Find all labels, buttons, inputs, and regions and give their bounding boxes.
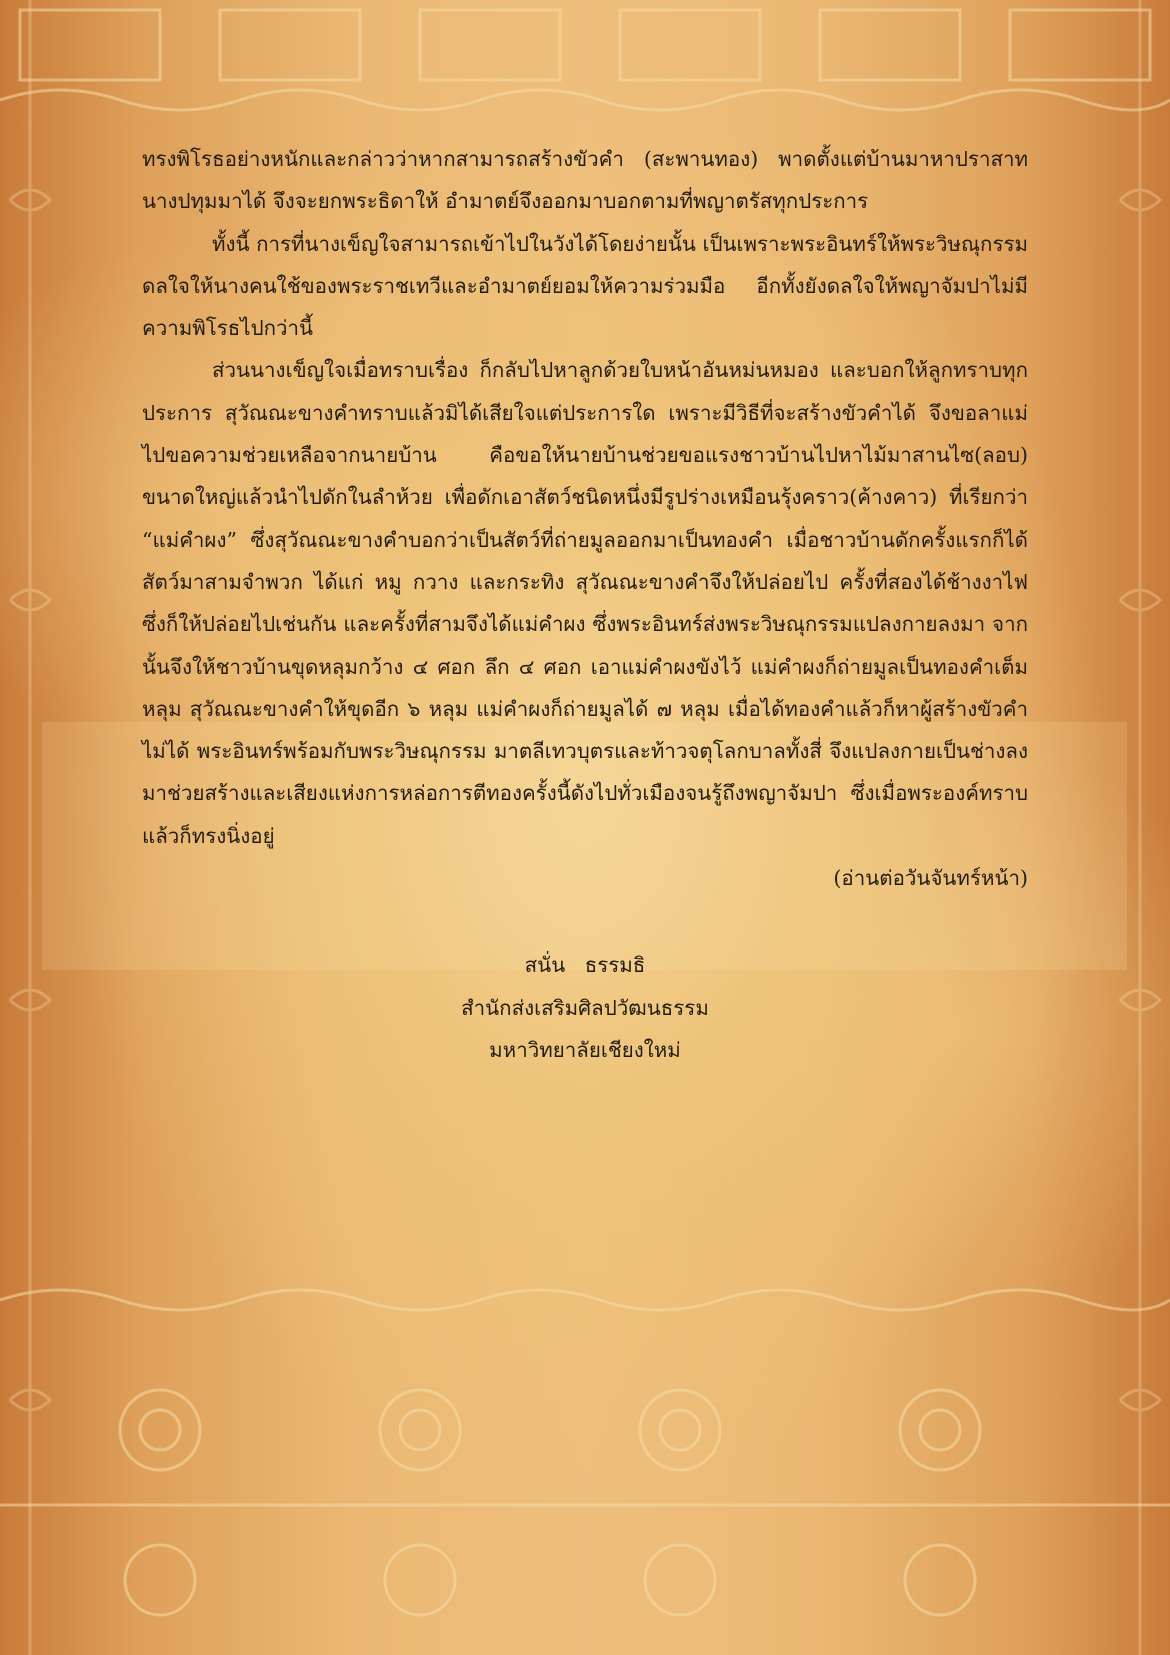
author-name: สนั่น ธรรมธิ <box>524 953 646 977</box>
paragraph: ทรงพิโรธอย่างหนักและกล่าวว่าหากสามารถสร้างขัวคำ (สะพานทอง) พาดตั้งแต่บ้านมาหาปราสาทนางปทุมมาได้ จึงจะยกพระธิดาให้ อำมาตย์จึงออกมาบอกตามที่พญาตรัสทุกประการ <box>142 147 1028 214</box>
top-ornament-border <box>0 0 1170 120</box>
bottom-ornament-border <box>0 1280 1170 1655</box>
author-office: สำนักส่งเสริมศิลปวัฒนธรรม <box>461 995 709 1020</box>
paragraph: ทั้งนี้ การที่นางเข็ญใจสามารถเข้าไปในวังได้โดยง่ายนั้น เป็นเพราะพระอินทร์ให้พระวิษณุกรรมดลใจให้นางคนใช้ของพระราชเทวีและอำมาตย์ยอมให้ความร่วมมือ อีกทั้งยังดลใจให้พญาจัมปาไม่มีความพิโรธไปกว่านี้ <box>142 231 1028 341</box>
article-body <box>142 138 1028 899</box>
paragraph: ส่วนนางเข็ญใจเมื่อทราบเรื่อง ก็กลับไปหาลูกด้วยใบหน้าอันหม่นหมอง และบอกให้ลูกทราบทุกประการ สุวัณณะขางคำทราบแล้วมิได้เสียใจแต่ประการใด เพราะมีวิธีที่จะสร้างขัวคำได้ จึงขอลาแม่ไปขอความช่วยเหลือจากนายบ้าน คือขอให้นายบ้านช่วยขอแรงชาวบ้านไปหาไม้มาสานไซ(ลอบ) ขนาดใหญ่แล้วนำไปดักในลำห้วย เพื่อดักเอาสัตว์ชนิดหนึ่งมีรูปร่างเหมือนรุ้งคราว(ค้างคาว) ที่เรียกว่า “แม่คำผง” ซึ่งสุวัณณะขางคำบอกว่าเป็นสัตว์ที่ถ่ายมูลออกมาเป็นทองคำ เมื่อชาวบ้านดักครั้งแรกก็ได้สัตว์มาสามจำพวก ได้แก่ หมู กวาง และกระทิง สุวัณณะขางคำจึงให้ปล่อยไป ครั้งที่สองได้ช้างงาไฟ ซึ่งก็ให้ปล่อยไปเช่นกัน และครั้งที่สามจึงได้แม่คำผง ซึ่งพระอินทร์ส่งพระวิษณุกรรมแปลงกายลงมา จากนั้นจึงให้ชาวบ้านขุดหลุมกว้าง ๔ ศอก ลึก ๔ ศอก เอาแม่คำผงขังไว้ แม่คำผงก็ถ่ายมูลเป็นทองคำเต็มหลุม สุวัณณะขางคำให้ขุดอีก ๖ หลุม แม่คำผงก็ถ่ายมูลได้ ๗ หลุม เมื่อได้ทองคำแล้วก็หาผู้สร้างขัวคำไม่ได้ พระอินทร์พร้อมกับพระวิษณุกรรม มาตลีเทวบุตรและท้าวจตุโลกบาลทั้งสี่ จึงแปลงกายเป็นช่างลงมาช่วยสร้างและเสียงแห่งการหล่อการตีทองครั้งนี้ดังไปทั่วเมืองจนรู้ถึงพญาจัมปา ซึ่งเมื่อพระองค์ทราบแล้วก็ทรงนิ่งอยู่ <box>142 358 1028 848</box>
continue-note: (อ่านต่อวันจันทร์หน้า) <box>833 866 1028 891</box>
author-signature <box>0 944 1170 1072</box>
author-university: มหาวิทยาลัยเชียงใหม่ <box>489 1038 681 1062</box>
